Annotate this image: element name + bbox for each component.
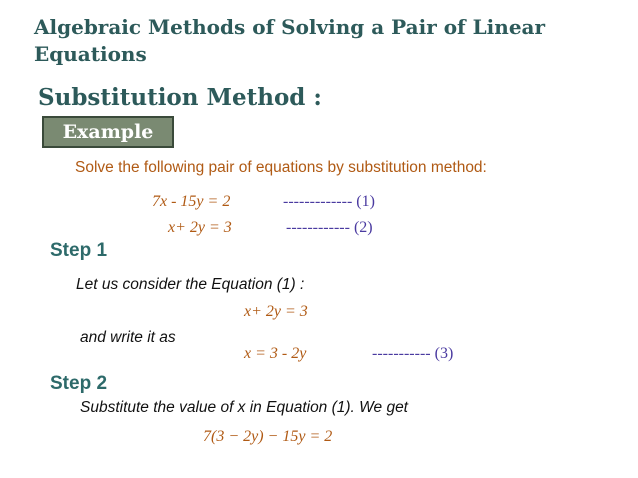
step-1-rewritten-equation: x = 3 - 2y [244, 345, 307, 362]
step-1-text: Let us consider the Equation (1) : [76, 276, 305, 293]
step-1-heading: Step 1 [50, 240, 108, 261]
example-label-box: Example [42, 116, 174, 148]
step-2-text: Substitute the value of x in Equation (1). We get [80, 399, 408, 416]
step-2-heading: Step 2 [50, 373, 108, 394]
equation-3-ref: ----------- (3) [372, 345, 454, 362]
instruction-text: Solve the following pair of equations by substitution method: [75, 159, 487, 176]
equation-1: 7x - 15y = 2 [152, 193, 231, 210]
slide-title: Algebraic Methods of Solving a Pair of Linear Equations [34, 15, 546, 66]
step-1-write-text: and write it as [80, 329, 176, 346]
equation-1-ref: ------------- (1) [283, 193, 375, 210]
method-heading: Substitution Method : [38, 84, 322, 111]
step-1-equation: x+ 2y = 3 [244, 303, 308, 320]
equation-2-ref: ------------ (2) [286, 219, 373, 236]
step-2-equation: 7(3 − 2y) − 15y = 2 [203, 428, 333, 445]
equation-2: x+ 2y = 3 [168, 219, 232, 236]
